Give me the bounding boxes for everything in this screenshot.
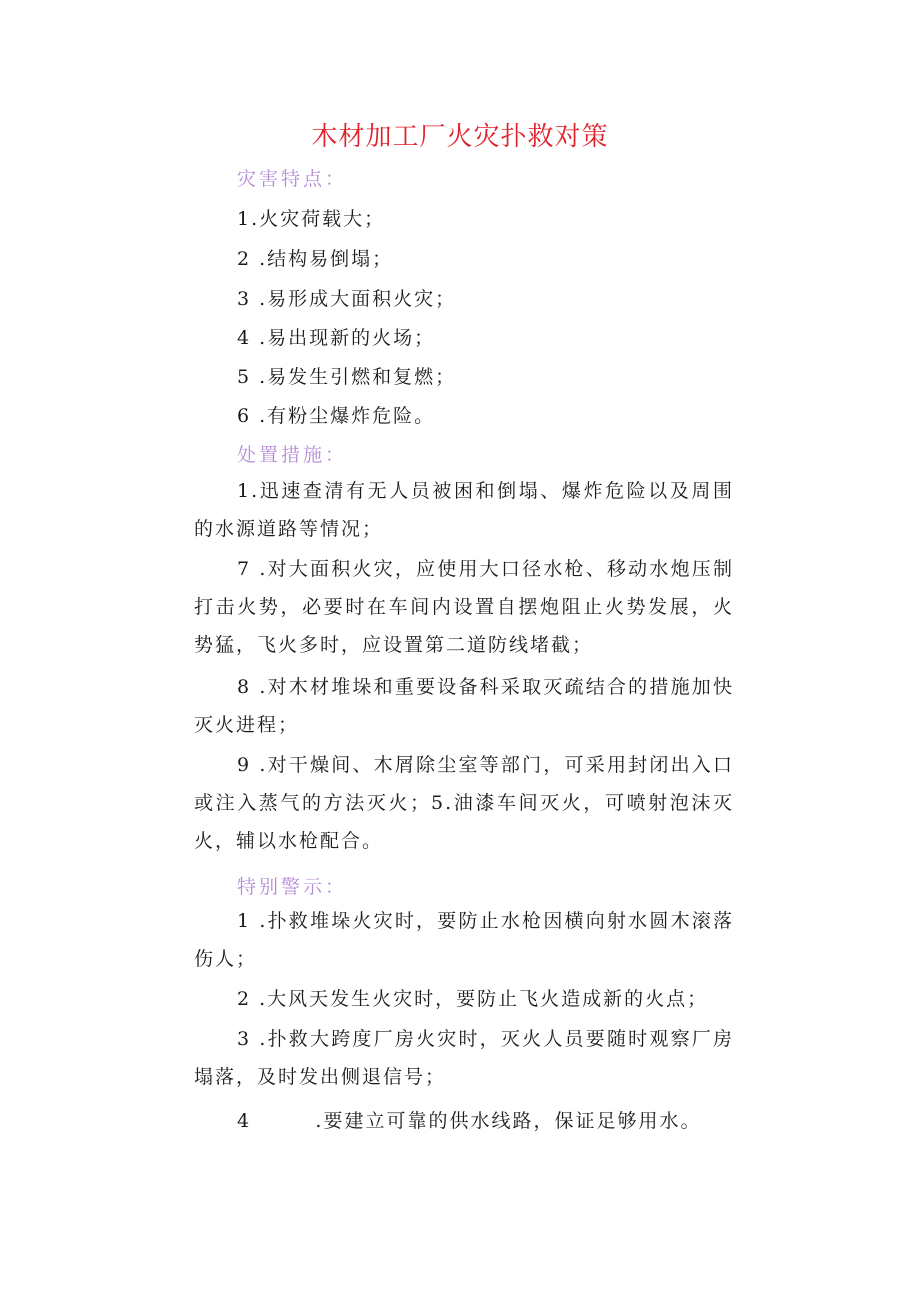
- hazard-item: 4 .易出现新的火场；: [237, 327, 436, 349]
- measure-item: 7 .对大面积火灾，应使用大口径水枪、移动水炮压制打击火势，必要时在车间内设置自摆炮阻止火势发展，火势猛，飞火多时，应设置第二道防线堵截；: [194, 558, 734, 656]
- section-heading-measures: 处置措施：: [237, 444, 348, 466]
- warning-item: 2 .大风天发生火灾时，要防止飞火造成新的火点；: [237, 988, 709, 1010]
- warning-item: 1 .扑救堆垛火灾时，要防止水枪因横向射水圆木滚落伤人；: [194, 910, 734, 970]
- section-heading-hazards: 灾害特点：: [237, 168, 348, 190]
- measure-item: 8 .对木材堆垛和重要设备科采取灭疏结合的措施加快灭火进程；: [194, 676, 734, 736]
- warning-item: 4 .要建立可靠的供水线路，保证足够用水。: [237, 1110, 702, 1132]
- hazard-item: 3 .易形成大面积火灾；: [237, 288, 457, 310]
- measure-item: 1.迅速查清有无人员被困和倒塌、爆炸危险以及周围的水源道路等情况；: [194, 480, 734, 540]
- hazard-item: 2 .结构易倒塌；: [237, 248, 394, 270]
- hazard-item: 1.火灾荷载大；: [237, 208, 386, 230]
- hazard-item: 6 .有粉尘爆炸危险。: [237, 405, 436, 427]
- section-heading-warnings: 特别警示：: [237, 876, 348, 898]
- measure-item: 9 .对干燥间、木屑除尘室等部门，可采用封闭出入口或注入蒸气的方法灭火；5.油漆车间灭火，可喷射泡沫灭火，辅以水枪配合。: [194, 754, 734, 852]
- document-title: 木材加工厂火灾扑救对策: [311, 122, 609, 152]
- hazard-item: 5 .易发生引燃和复燃；: [237, 366, 457, 388]
- warning-item: 3 .扑救大跨度厂房火灾时，灭火人员要随时观察厂房塌落，及时发出侧退信号；: [194, 1028, 734, 1088]
